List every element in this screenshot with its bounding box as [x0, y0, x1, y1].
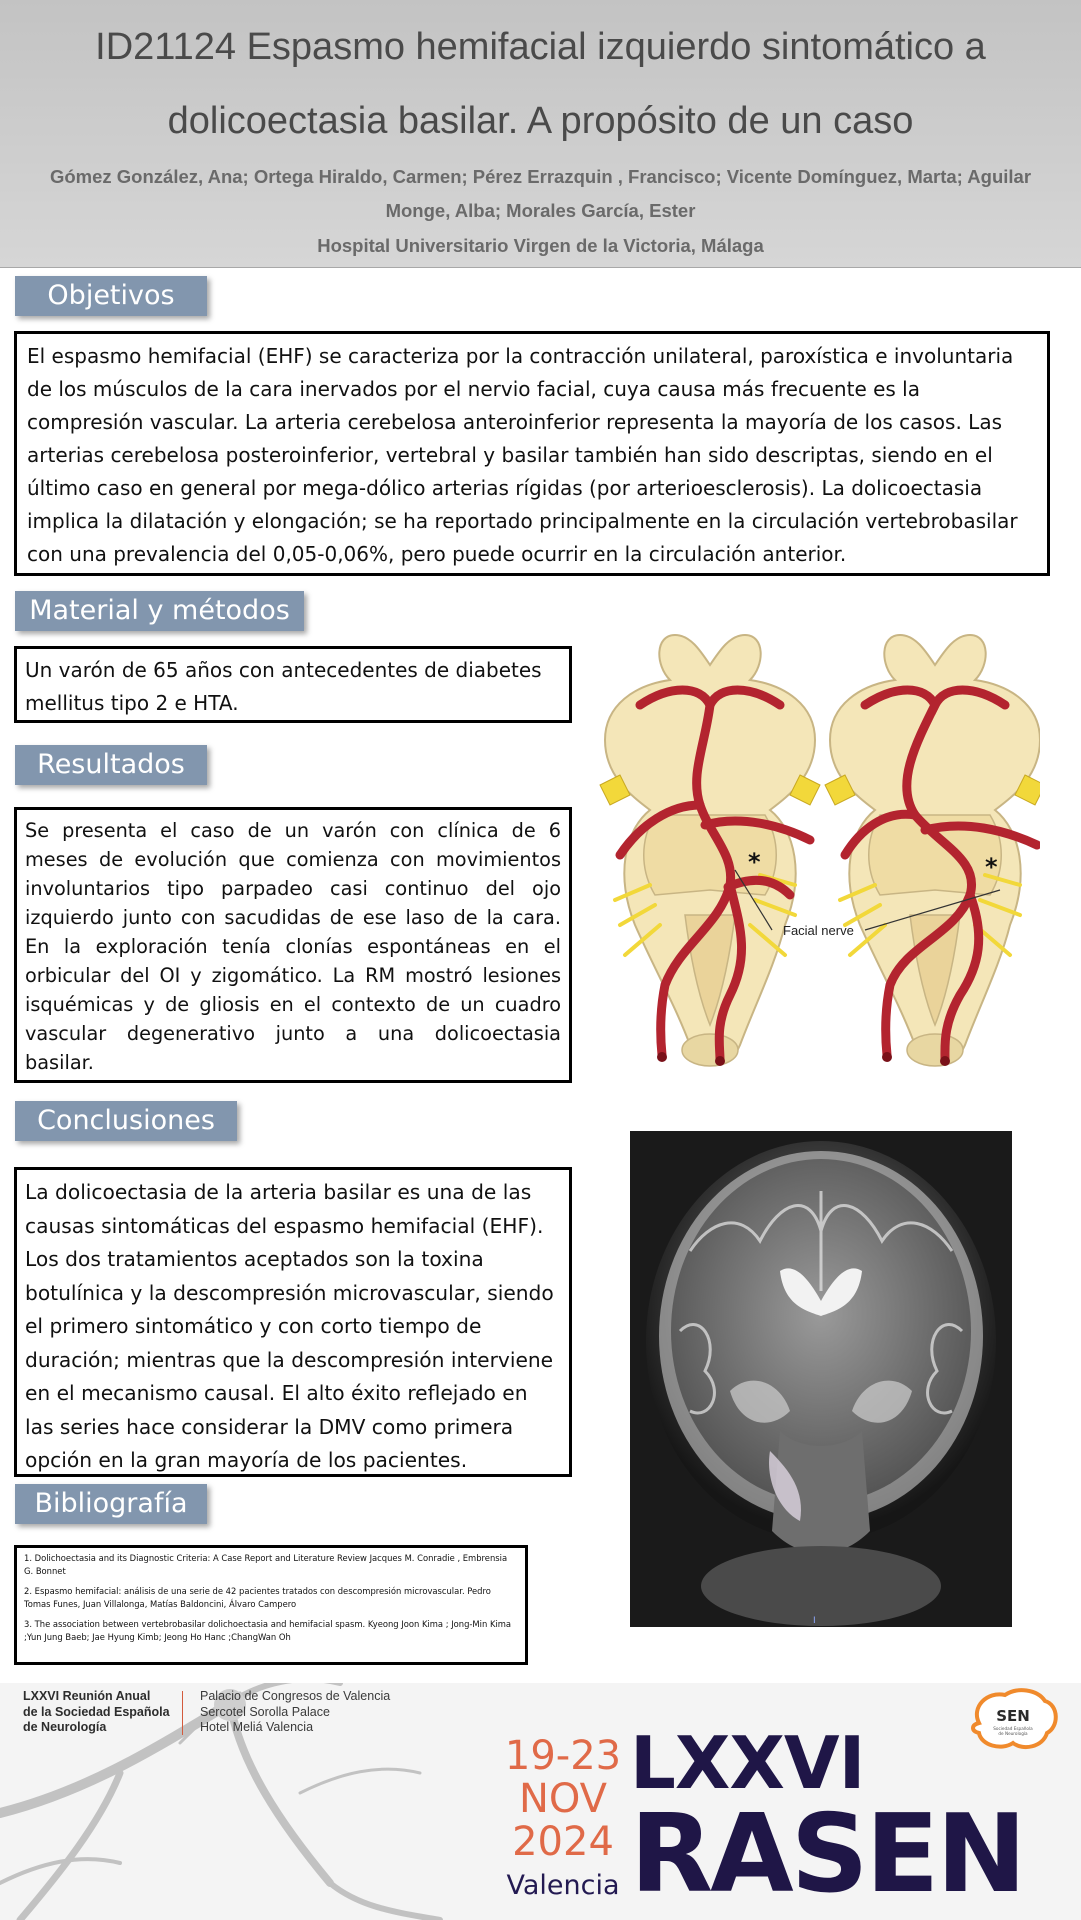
brainstem-right [825, 635, 1040, 1066]
mri-coronal-image [630, 1131, 1012, 1627]
brainstem-artery-illustration [580, 625, 1040, 1075]
event-dates [478, 1735, 648, 1864]
bibliography-box [14, 1545, 528, 1665]
poster-header [0, 0, 1081, 268]
reference-item: 1. Dolichoectasia and its Diagnostic Criteria: A Case Report and Literature Review Jacques M. Conradie , Embrensia G. Bonnet [24, 1553, 508, 1576]
dates-year: 2024 [512, 1819, 614, 1865]
sen-logo-subtitle: Sociedad Española [993, 1726, 1033, 1731]
asterisk-marker-right: * [985, 853, 998, 881]
reference-item: 3. The association between vertebrobasilar dolichoectasia and hemifacial spasm. Kyeong Joon Kima ; Jong-Min Kima ;Yun Jung Baeb; Jae Hyung Kimb; Jeong Ho Hanc ;ChangWan Oh [24, 1619, 512, 1642]
section-tab-bibliografia: Bibliografía [15, 1484, 207, 1524]
meeting-line: de la Sociedad Española [23, 1704, 170, 1719]
mri-marker: I [813, 1616, 816, 1626]
section-tab-conclusiones: Conclusiones [15, 1101, 237, 1141]
objetivos-text-box: El espasmo hemifacial (EHF) se caracteriza por la contracción unilateral, paroxística e involuntaria de los músculos de la cara inervados por el nervio facial, cuya causa más frecuente es la compresión vascular. La arteria cerebelosa anteroinferior representa la mayoría de los casos. Las arterias cerebelosa posteroinferior, vertebral y basilar también han sido descriptas, siendo en el último caso en general por mega-dólico arterias rígidas (por arterioesclerosis). La dolicoectasia implica la dilatación y elongación; se ha reportado principalmente en la circulación vertebrobasilar con una prevalencia del 0,05-0,06%, pero puede ocurrir en la circulación anterior. [14, 331, 1050, 576]
brainstem-left [600, 635, 820, 1066]
venue-line: Sercotel Sorolla Palace [200, 1704, 330, 1719]
meeting-line: LXXVI Reunión Anual [23, 1689, 151, 1703]
resultados-text-box: Se presenta el caso de un varón con clínica de 6 meses de evolución que comienza con movimientos involuntarios tipo parpadeo casi continuo del ojo izquierdo junto con sacudidas de ese laso de la cara. En la exploración tenía clonías espontáneas en el orbicular del OI y zigomático. La RM mostró lesiones isquémicas y de gliosis en el contexto de un cuadro vascular degenerativo junto a una dolicoectasia basilar. [14, 807, 572, 1083]
sen-logo [965, 1687, 1061, 1753]
event-city: Valencia [506, 1870, 620, 1901]
event-edition: LXXVI [630, 1721, 865, 1805]
meeting-line: de Neurología [23, 1720, 107, 1734]
material-text-box: Un varón de 65 años con antecedentes de diabetes mellitus tipo 2 e HTA. [14, 646, 572, 723]
meeting-name [23, 1689, 170, 1736]
banner-divider [182, 1691, 183, 1735]
facial-nerve-label: Facial nerve [783, 923, 854, 938]
venue-line: Palacio de Congresos de Valencia [200, 1689, 391, 1703]
venue-line: Hotel Meliá Valencia [200, 1720, 314, 1734]
mri-scan-drawing [630, 1131, 1012, 1627]
asterisk-marker: * [748, 848, 761, 876]
congress-banner [0, 1683, 1081, 1920]
affiliation: Hospital Universitario Virgen de la Victoria, Málaga [317, 235, 764, 256]
reference-item: 2. Espasmo hemifacial: análisis de una serie de 42 pacientes tratados con descompresión microvascular. Pedro Tomas Funes, Juan Villalonga, Matías Baldoncini, Álvaro Campero [24, 1586, 491, 1609]
author-list: Gómez González, Ana; Ortega Hiraldo, Carmen; Pérez Errazquin , Francisco; Vicente Domínguez, Marta; Aguilar Monge, Alba; Morales García, Ester [49, 166, 1032, 221]
sen-logo-text: SEN [996, 1707, 1030, 1725]
sen-logo-subtitle: de Neurología [998, 1731, 1028, 1736]
poster-title: ID21124 Espasmo hemifacial izquierdo sintomático a dolicoectasia basilar. A propósito de un caso [95, 26, 986, 142]
conclusiones-text-box: La dolicoectasia de la arteria basilar es una de las causas sintomáticas del espasmo hemifacial (EHF). Los dos tratamientos aceptados son la toxina botulínica y la descompresión microvascular, siendo el primero sintomático y con corto tiempo de duración; mientras que la descompresión interviene en el mecanismo causal. El alto éxito reflejado en las series hace considerar la DMV como primera opción en la gran mayoría de los pacientes. [14, 1167, 572, 1477]
section-tab-objetivos: Objetivos [15, 276, 207, 316]
section-tab-resultados: Resultados [15, 745, 207, 785]
section-tab-material: Material y métodos [15, 591, 304, 631]
event-acronym: RASEN [630, 1792, 1024, 1917]
dates-month: NOV [518, 1776, 608, 1822]
venue-list [200, 1689, 390, 1736]
dates-days: 19-23 [504, 1733, 622, 1779]
